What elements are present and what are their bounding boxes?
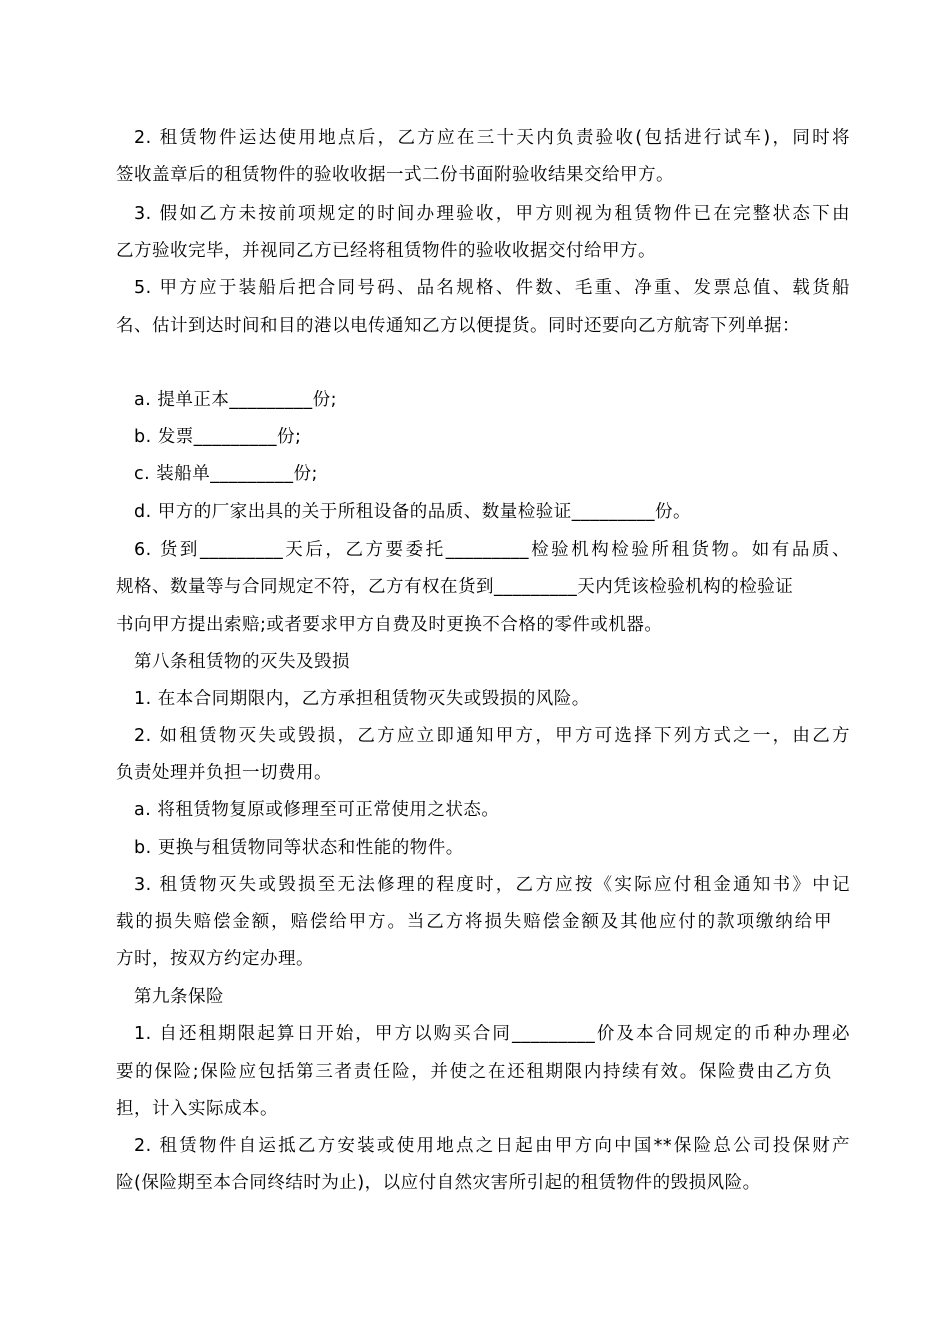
clause-7-3-line-2: 乙方验收完毕，并视同乙方已经将租赁物件的验收收据交付给甲方。 (116, 241, 656, 261)
document-item-c: c. 装船单_________份; (134, 464, 318, 484)
clause-9-2-line-1: 2. 租赁物件自运抵乙方安装或使用地点之日起由甲方向中国**保险总公司投保财产 (134, 1136, 850, 1156)
clause-7-5-line-2: 名、估计到达时间和目的港以电传通知乙方以便提货。同时还要向乙方航寄下列单据： (116, 316, 800, 336)
clause-7-5-line-1: 5. 甲方应于装船后把合同号码、品名规格、件数、毛重、净重、发票总值、载货船 (134, 278, 850, 298)
document-item-a: a. 提单正本_________份; (134, 390, 337, 410)
clause-8-3-line-3: 方时，按双方约定办理。 (116, 949, 314, 969)
option-a: a. 将租赁物复原或修理至可正常使用之状态。 (134, 800, 500, 820)
document-item-b: b. 发票_________份; (134, 427, 302, 447)
clause-7-3-line-1: 3. 假如乙方未按前项规定的时间办理验收，甲方则视为租赁物件已在完整状态下由 (134, 204, 850, 224)
clause-9-2-line-2: 险(保险期至本合同终结时为止)，以应付自然灾害所引起的租赁物件的毁损风险。 (116, 1173, 761, 1193)
clause-8-1: 1. 在本合同期限内，乙方承担租赁物灭失或毁损的风险。 (134, 689, 590, 709)
clause-7-2-line-2: 签收盖章后的租赁物件的验收收据一式二份书面附验收结果交给甲方。 (116, 165, 674, 185)
document-item-d: d. 甲方的厂家出具的关于所租设备的品质、数量检验证_________份。 (134, 502, 691, 522)
option-b: b. 更换与租赁物同等状态和性能的物件。 (134, 838, 464, 858)
article-9-heading: 第九条保险 (134, 987, 224, 1007)
clause-7-6-line-1: 6. 货到_________天后，乙方要委托_________检验机构检验所租货物。如有品质、 (134, 540, 850, 560)
clause-8-3-line-2: 载的损失赔偿金额，赔偿给甲方。当乙方将损失赔偿金额及其他应付的款项缴纳给甲 (116, 912, 832, 932)
clause-8-2-line-1: 2. 如租赁物灭失或毁损，乙方应立即通知甲方，甲方可选择下列方式之一，由乙方 (134, 726, 850, 746)
article-8-heading: 第八条租赁物的灭失及毁损 (134, 652, 350, 672)
clause-7-2-line-1: 2. 租赁物件运达使用地点后，乙方应在三十天内负责验收(包括进行试车)，同时将 (134, 128, 850, 148)
clause-8-3-line-1: 3. 租赁物灭失或毁损至无法修理的程度时，乙方应按《实际应付租金通知书》中记 (134, 875, 850, 895)
clause-7-6-line-2: 规格、数量等与合同规定不符，乙方有权在货到_________天内凭该检验机构的检验证 (116, 577, 794, 597)
clause-9-1-line-3: 担，计入实际成本。 (116, 1099, 278, 1119)
clause-9-1-line-1: 1. 自还租期限起算日开始，甲方以购买合同_________价及本合同规定的币种办理必 (134, 1024, 850, 1044)
clause-9-1-line-2: 要的保险;保险应包括第三者责任险，并使之在还租期限内持续有效。保险费由乙方负 (116, 1062, 832, 1082)
clause-8-2-line-2: 负责处理并负担一切费用。 (116, 763, 332, 783)
clause-7-6-line-3: 书向甲方提出索赔;或者要求甲方自费及时更换不合格的零件或机器。 (116, 615, 663, 635)
